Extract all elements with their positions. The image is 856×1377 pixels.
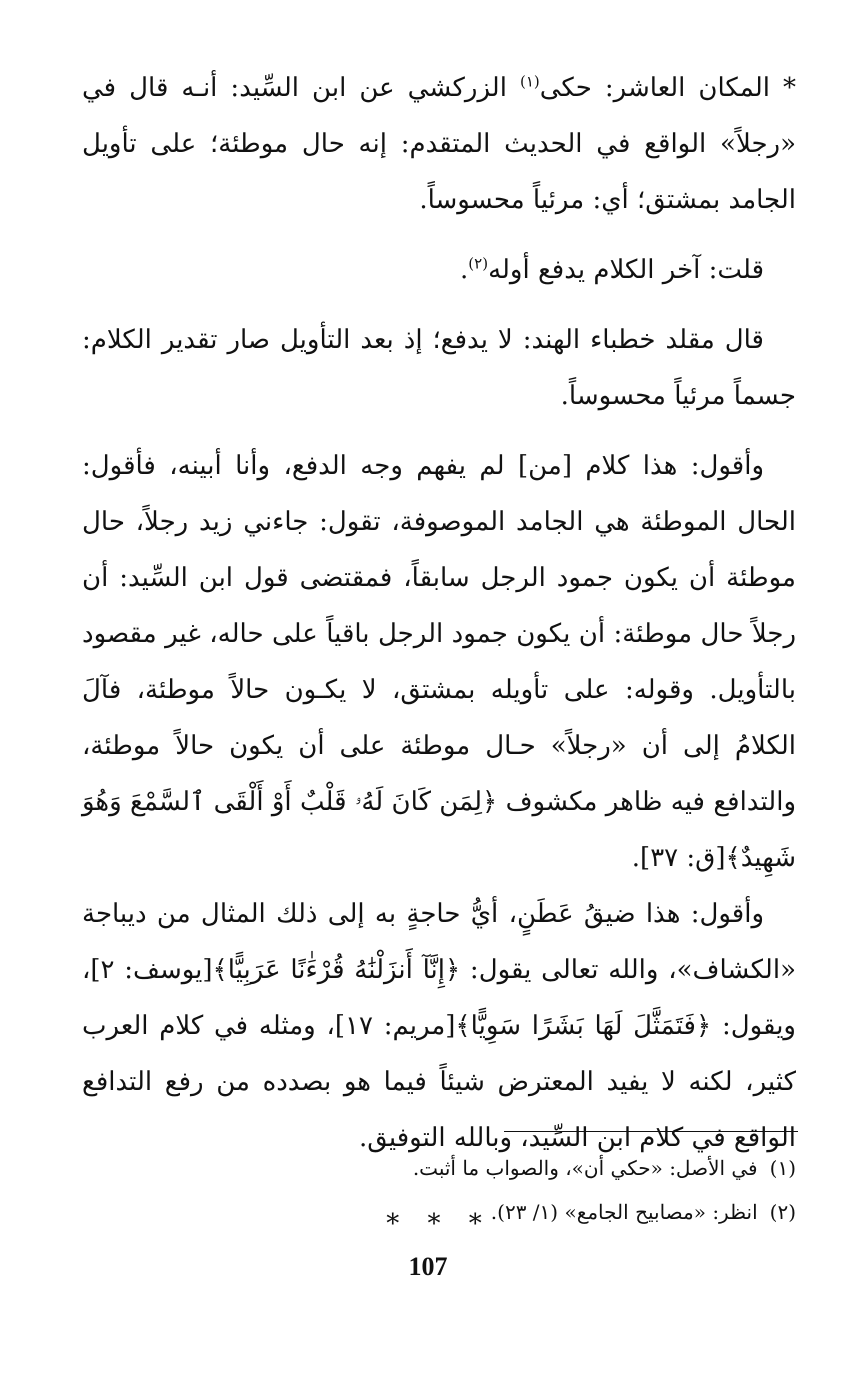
footnote-1 <box>82 1146 796 1190</box>
footnote-1-text: في الأصل: «حكي أن»، والصواب ما أثبت. <box>412 1156 758 1180</box>
paragraph-3: قال مقلد خطباء الهند: لا يدفع؛ إذ بعد التأويل صار تقدير الكلام: جسماً مرئياً محسوساً. <box>82 325 796 411</box>
page-number: 107 <box>408 1252 448 1281</box>
main-text <box>82 60 796 1252</box>
footnote-divider <box>504 1131 798 1132</box>
footnote-2-number: (٢) <box>769 1200 796 1224</box>
paragraph-2-text-a: قلت: آخر الكلام يدفع أوله <box>488 255 764 285</box>
footnote-2 <box>82 1190 796 1234</box>
footnotes <box>82 1146 796 1234</box>
paragraph-1-text-b: الزركشي عن ابن السِّيد: أنـه قال في «رجلاً» الواقع في الحديث المتقدم: إنه حال موطئة؛ على تأويل الجامد بمشتق؛ أي: مرئياً محسوساً. <box>82 73 796 215</box>
section-separator: * * * <box>386 1209 492 1239</box>
paragraph-4: وأقول: هذا كلام [من] لم يفهم وجه الدفع، وأنا أبينه، فأقول: الحال الموطئة هي الجامد الموصوفة، تقول: جاءني زيد رجلاً، حال موطئة أن يكون جمود الرجل سابقاً، فمقتضى قول ابن السِّيد: أن رجلاً حال موطئة: أن يكون جمود الرجل باقياً على حاله، غير مقصود بالتأويل. وقوله: على تأويله بمشتق، لا يكـون حالاً موطئة، فآلَ الكلامُ إلى أن «رجلاً» حـال موطئة على أن يكون حالاً موطئة، والتدافع فيه ظاهر مكشوف ﴿لِمَن كَانَ لَهُۥ قَلْبٌ أَوْ أَلْقَى ٱلسَّمْعَ وَهُوَ شَهِيدٌ﴾[ق: ٣٧]. <box>82 451 796 873</box>
paragraph-1-text-a: * المكان العاشر: حكى <box>539 73 796 103</box>
paragraph-2-text-b: . <box>460 255 469 285</box>
paragraph-1 <box>82 60 796 228</box>
paragraph-5: وأقول: هذا ضيقُ عَطَنٍ، أيُّ حاجةٍ به إلى ذلك المثال من ديباجة «الكشاف»، والله تعالى يقول: ﴿إِنَّآ أَنزَلْنَٰهُ قُرْءَٰنًا عَرَبِيًّا﴾[يوسف: ٢]، ويقول: ﴿فَتَمَثَّلَ لَهَا بَشَرًا سَوِيًّا﴾[مريم: ١٧]، ومثله في كلام العرب كثير، لكنه لا يفيد المعترض شيئاً فيما هو بصدده من رفع التدافع الواقع في كلام ابن السِّيد، وبالله التوفيق. <box>82 899 796 1153</box>
paragraph-2 <box>82 242 796 298</box>
footnote-2-text: انظر: «مصابيح الجامع» (١/ ٢٣). <box>490 1200 758 1224</box>
footnote-1-number: (١) <box>769 1156 796 1180</box>
footnote-ref-2: (٢) <box>468 254 489 273</box>
footnote-ref-1: (١) <box>519 72 540 91</box>
